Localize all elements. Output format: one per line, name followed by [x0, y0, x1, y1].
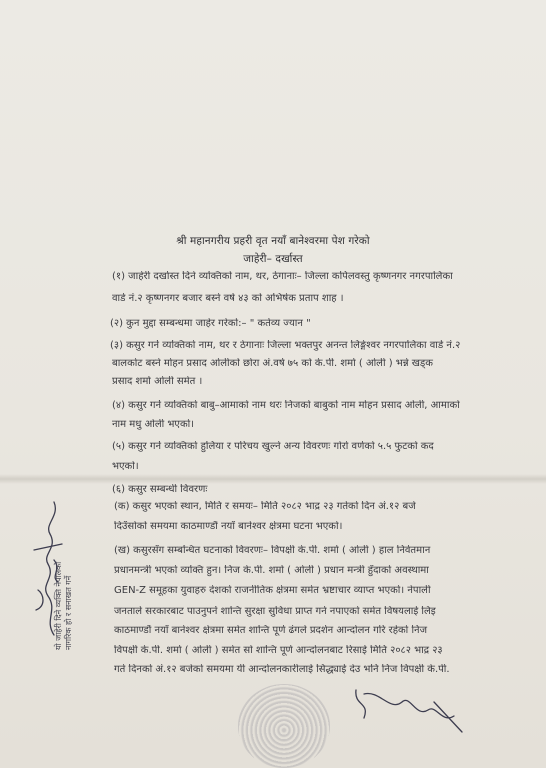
text-line-17: जनताले सरकारबाट पाउनुपर्ने शान्ति सुरक्षा सुविधा प्राप्त गर्न नपाएको समेत विषयलाई लिइ	[114, 606, 436, 617]
margin-signature-icon	[14, 490, 78, 640]
text-line-4: (३) कसुर गर्ने व्यक्तिको नाम, थर र ठेगानाः जिल्ला भक्तपुर अनन्त लिङ्गेश्वर नगरपालिका वार्ड नं.२	[110, 340, 461, 351]
text-line-19: विपक्षी के.पी. शर्मा ( ओली ) समेत सो शान्ति पूर्ण आन्दोलनबाट रिसाई मिति २०८२ भाद्र २३	[114, 645, 443, 656]
text-line-7: (४) कसुर गर्ने व्यक्तिको बाबु–आमाको नाम थरः निजको बाबुको नाम मोहन प्रसाद ओली, आमाको	[112, 400, 460, 411]
text-line-1: (१) जाहेरी दर्खास्त दिने व्यक्तिको नाम, थर, ठेगानाः– जिल्ला कपिलवस्तु कृष्णनगर नगरपालिका	[112, 271, 453, 282]
document-subheading: जाहेरी– दर्खास्त	[243, 253, 303, 265]
margin-note-line-2: नागरिक हो र सनाखत गर्ने	[64, 575, 73, 650]
thumbprint-icon	[238, 684, 330, 768]
document-heading: श्री महानगरीय प्रहरी वृत नयाँ बानेश्वरमा पेश गरेको	[176, 235, 370, 247]
text-line-10: भएको।	[112, 461, 139, 472]
margin-note-line-1: यो जाहेरी दिने व्यक्ति नेपालको	[54, 561, 63, 650]
text-line-16: GEN-Z समूहका युवाहरु देशको राजनीतिक क्षेत्रमा समेत भ्रष्टाचार व्याप्त भएको। नेपाली	[114, 585, 431, 596]
text-line-11: (६) कसुर सम्बन्धी विवरणः	[112, 484, 208, 495]
text-line-18: काठमाण्डौं नयाँ बानेश्वर क्षेत्रमा समेत शान्ति पूर्ण ढंगले प्रदर्शन आन्दोलन गरि रहेको निज	[114, 625, 428, 636]
text-line-15: प्रधानमन्त्री भएको व्यक्ति हुन। निज के.पी. शर्मा ( ओली ) प्रधान मन्त्री हुँदाको अवस्थामा	[114, 565, 429, 576]
text-line-8: नाम मधु ओली भएको।	[112, 419, 195, 430]
text-line-13: दिउँसोको समयमा काठमाण्डौं नयाँ बानेश्वर क्षेत्रमा घटना भएको।	[114, 521, 343, 532]
text-line-14: (ख) कसुरसँग सम्बन्धित घटनाको विवरणः– विपक्षी के.पी. शर्मा ( ओली ) हाल निर्वतमान	[114, 545, 431, 556]
text-line-3: (२) कुन मुद्दा सम्बन्धमा जाहेर गरेको:– " कर्तव्य ज्यान "	[110, 318, 311, 329]
text-line-5: बालकोट बस्ने मोहन प्रसाद ओलीको छोरा अं.वर्ष ७५ को के.पी. शर्मा ( ओली ) भन्ने खड्क	[112, 358, 433, 369]
text-line-20: गते दिनको अं.१२ बजेको समयमा यी आन्दोलनकारीलाई सिद्ध्याई देउ भनि निज विपक्षी के.पी.	[114, 664, 450, 675]
text-line-2: वार्ड नं.२ कृष्णनगर बजार बस्ने वर्ष ४३ को अभिषेक प्रताप शाह ।	[112, 293, 344, 304]
paper-fold-crease	[0, 474, 546, 484]
text-line-6: प्रसाद शर्मा ओली समेत ।	[112, 376, 203, 387]
bottom-signature-icon	[350, 672, 470, 742]
text-line-12: (क) कसुर भएको स्थान, मिति र समयः– मिति २०८२ भाद्र २३ गतेको दिन अं.१२ बजे	[114, 501, 416, 512]
text-line-9: (५) कसुर गर्ने व्यक्तिको हुलिया र परिचय खुल्ने अन्य विवरणः गोरो वर्णको ५.५ फुटको कद	[112, 441, 434, 452]
